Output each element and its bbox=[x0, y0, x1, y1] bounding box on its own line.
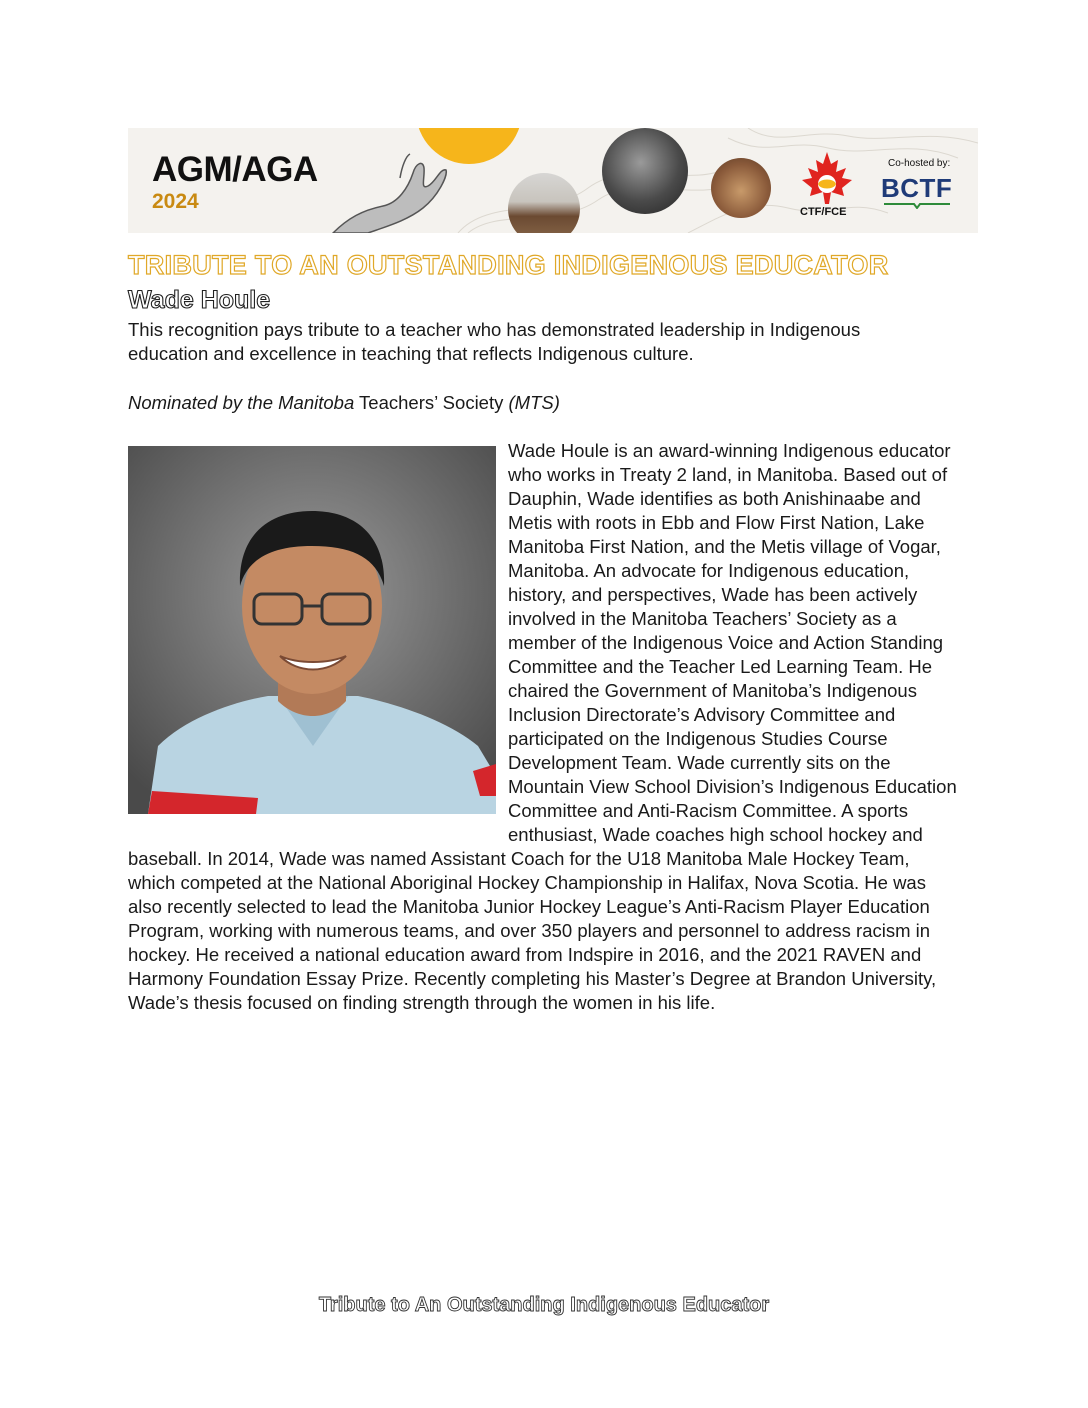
intro-paragraph: This recognition pays tribute to a teacher who has demonstrated leadership in Indigenous education and excellence in teaching that reflects Indigenous culture. bbox=[128, 319, 861, 364]
society-text: Teachers’ Society bbox=[354, 392, 509, 413]
hand-illustration bbox=[328, 148, 448, 233]
portrait-spacer bbox=[128, 439, 508, 838]
hands-photo bbox=[711, 158, 771, 218]
ctf-fce-label: CTF/FCE bbox=[800, 206, 847, 218]
cohosted-label: Co-hosted by: bbox=[888, 158, 951, 169]
banner-year: 2024 bbox=[152, 190, 199, 213]
bio-text: Wade Houle is an award-winning Indigenous educator who works in Treaty 2 land, in Manitoba. Based out of Dauphin, Wade identifies as both Anishinaabe and Metis with roots in Ebb and Flow First Nation, Lake Manitoba First Nation, and the Metis village of Vogar, Manitoba. An advocate for Indigenous education, history, and perspectives, Wade has been actively involved in the Manitoba Teachers’ Society as a member of the Indigenous Voice and Action Standing Committee and the Teacher Led Learning Team. He chaired the Government of Manitoba’s Indigenous Inclusion Directorate’s Advisory Committee and participated on the Indigenous Studies Course Development Team. Wade currently sits on the Mountain View School Division’s Indigenous Education Committee and Anti-Racism Committee. A sports enthusiast, Wade coaches high school hockey and baseball. In 2014, Wade was named Assistant Coach for the U18 Manitoba Male Hockey Team, which competed at the National Aboriginal Hockey Championship in Halifax, Nova Scotia. He was also recently selected to lead the Manitoba Junior Hockey League’s Anti-Racism Player Education Program, working with numerous teams, and over 350 players and personnel to address racism in hockey. He received a national education award from Indspire in 2016, and the 2021 RAVEN and Harmony Foundation Essay Prize. Recently completing his Master’s Degree at Brandon University, Wade’s thesis focused on finding strength through the women in his life. bbox=[128, 440, 957, 1013]
bctf-logo-text: BCTF bbox=[881, 173, 953, 203]
banner-title: AGM/AGA bbox=[152, 150, 318, 189]
crowd-photo bbox=[602, 128, 688, 214]
agm-banner bbox=[128, 128, 978, 233]
society-acronym: (MTS) bbox=[508, 392, 560, 413]
page-heading: TRIBUTE TO AN OUTSTANDING INDIGENOUS EDUCATOR bbox=[128, 250, 889, 280]
nomination-line bbox=[128, 391, 560, 415]
bctf-underline-icon bbox=[884, 203, 950, 209]
bio-paragraph bbox=[128, 439, 958, 1015]
nominated-by-text: Nominated by the Manitoba bbox=[128, 392, 355, 413]
page-footer: Tribute to An Outstanding Indigenous Educator bbox=[318, 1294, 770, 1316]
honoree-name: Wade Houle bbox=[128, 286, 271, 314]
